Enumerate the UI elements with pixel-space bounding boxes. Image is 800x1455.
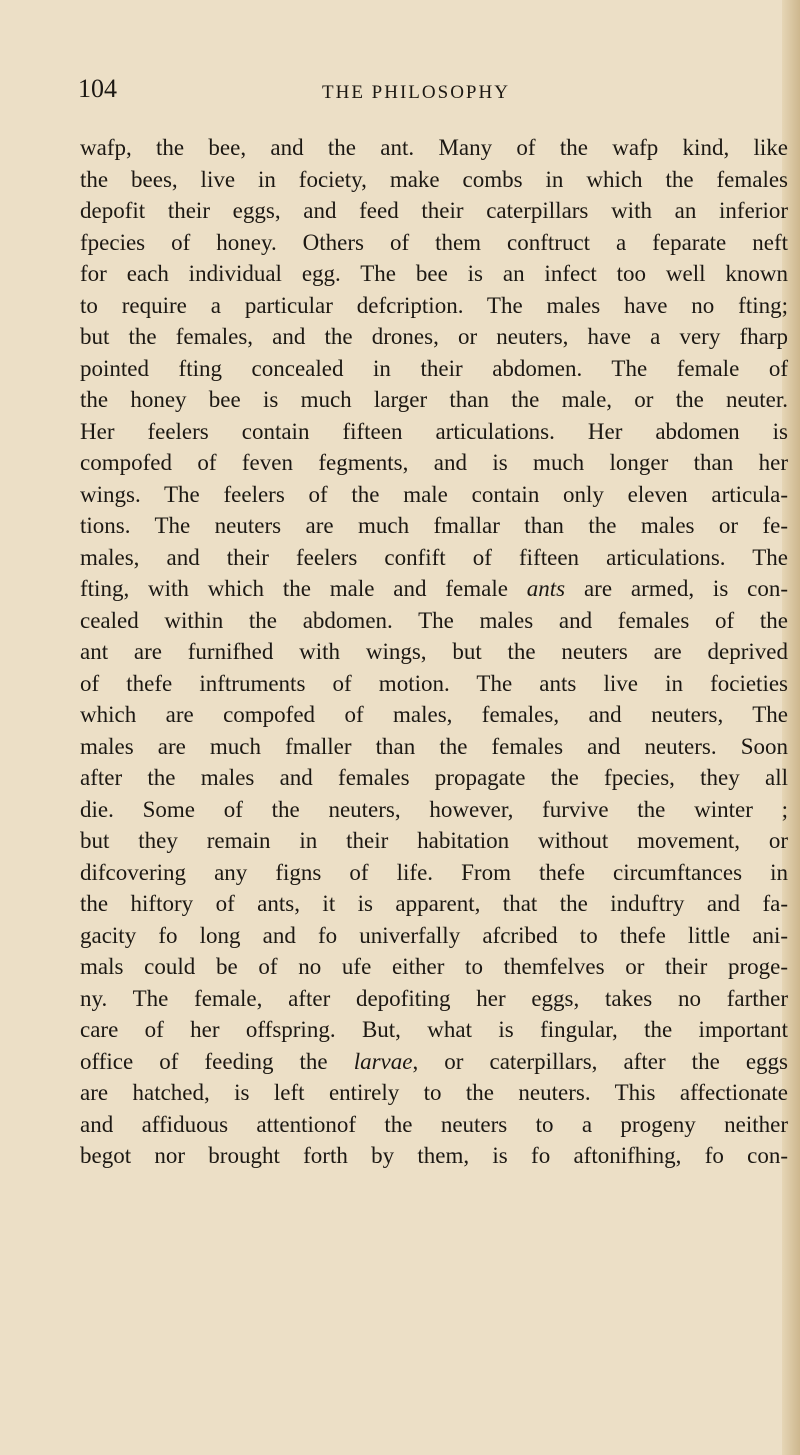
text-line: begot nor brought forth by them, is fo aftonifhing, fo con- <box>80 1143 788 1168</box>
text-line: wings. The feelers of the male contain only eleven articula- <box>80 481 788 507</box>
text-line: are hatched, is left entirely to the neuters. This affectionate <box>80 1080 788 1105</box>
page-number: 104 <box>78 74 117 103</box>
text-line: compofed of feven fegments, and is much longer than her <box>80 450 788 475</box>
text-line: care of her offspring. But, what is fingular, the important <box>80 1017 788 1042</box>
text-line: mals could be of no ufe either to themfelves or their proge- <box>80 954 788 979</box>
text-line: Her feelers contain fifteen articulations. Her abdomen is <box>80 418 788 444</box>
text-segment: fting, with which the male and female <box>80 576 527 601</box>
text-line: gacity fo long and fo univerfally afcribed to thefe little ani- <box>80 922 788 948</box>
text-line: to require a particular defcription. The males have no fting; <box>80 292 788 318</box>
text-line: difcovering any figns of life. From thefe circumftances in <box>80 859 788 885</box>
text-line: ny. The female, after depofiting her eggs, takes no farther <box>80 985 788 1011</box>
text-line: the honey bee is much larger than the male, or the neuter. <box>80 387 788 412</box>
text-line: pointed fting concealed in their abdomen. The female of <box>80 355 788 381</box>
text-line: ant are furnifhed with wings, but the neuters are deprived <box>80 639 788 664</box>
text-line: the hiftory of ants, it is apparent, that the induftry and fa- <box>80 891 788 916</box>
text-line: the bees, live in fociety, make combs in which the females <box>80 166 788 192</box>
text-line: fpecies of honey. Others of them conftruct a feparate neft <box>80 229 788 255</box>
text-line: and affiduous attentionof the neuters to a progeny neither <box>80 1111 788 1137</box>
text-line: die. Some of the neuters, however, furvive the winter ; <box>80 796 788 822</box>
text-line: of thefe inftruments of motion. The ants live in focieties <box>80 670 788 696</box>
text-segment: , or caterpillars, after the eggs <box>412 1048 788 1074</box>
text-line: males, and their feelers confift of fifteen articulations. The <box>80 544 788 570</box>
body-text <box>80 132 788 1172</box>
text-line: tions. The neuters are much fmallar than the males or fe- <box>80 513 788 538</box>
text-line: after the males and females propagate the fpecies, they all <box>80 765 788 790</box>
text-line: for each individual egg. The bee is an infect too well known <box>80 261 788 286</box>
text-line: depofit their eggs, and feed their caterpillars with an inferior <box>80 198 788 223</box>
text-line: but the females, and the drones, or neuters, have a very fharp <box>80 324 788 349</box>
text-segment: office of feeding the <box>80 1048 354 1074</box>
text-line: which are compofed of males, females, and neuters, The <box>80 702 788 727</box>
text-line: cealed within the abdomen. The males and females of the <box>80 607 788 633</box>
text-line: wafp, the bee, and the ant. Many of the wafp kind, like <box>80 135 788 160</box>
text-line <box>80 1046 788 1078</box>
running-title: THE PHILOSOPHY <box>322 82 510 103</box>
text-segment: are armed, is con- <box>565 576 788 601</box>
text-line: males are much fmaller than the females and neuters. Soon <box>80 733 788 759</box>
text-line <box>80 573 788 605</box>
italic-term: ants <box>526 576 566 601</box>
italic-term: larvae <box>353 1048 413 1074</box>
text-line: but they remain in their habitation without movement, or <box>80 828 788 853</box>
